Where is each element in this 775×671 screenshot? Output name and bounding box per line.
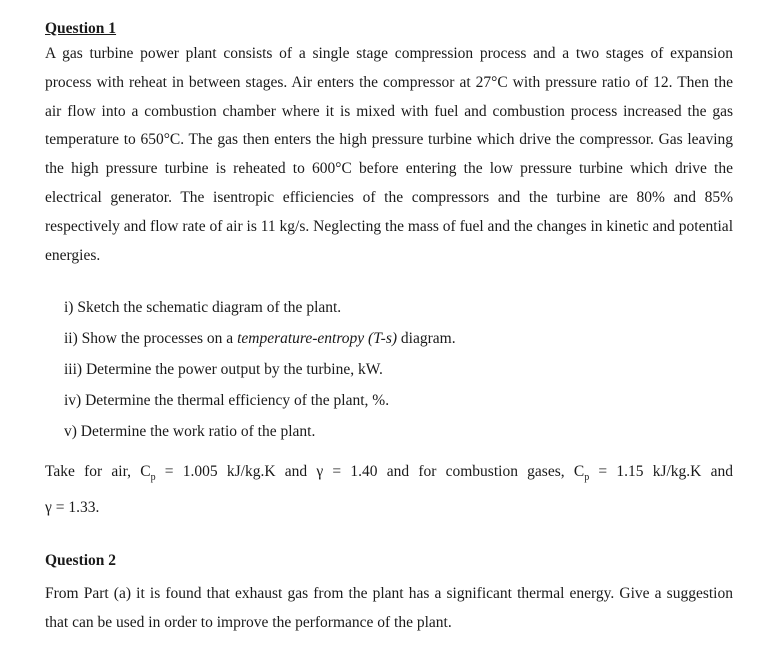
props-prefix: Take for air, C [45,463,151,481]
task-item: iv) Determine the thermal efficiency of the plant, %. [64,392,390,410]
props-gas-values: = 1.15 kJ/kg.K and [589,463,733,481]
cp-subscript: p [150,472,156,484]
properties-line-2: γ = 1.33. [45,499,100,517]
question-2-paragraph: From Part (a) it is found that exhaust gas from the plant has a significant thermal energy. Give a suggestion that can be used in order to improve the performance of the plant. [45,585,733,632]
task-text: ii) Show the processes on a [64,330,238,348]
question-1 [45,18,733,523]
question-2-heading: Question 2 [45,552,117,570]
task-item: iii) Determine the power output by the turbine, kW. [64,361,383,379]
question-1-heading: Question 1 [45,20,117,37]
question-2 [45,550,733,638]
props-air-values: = 1.005 kJ/kg.K and γ = 1.40 and for combustion gases, C [155,463,585,481]
question-1-paragraph: A gas turbine power plant consists of a single stage compression process and a two stages of expansion process with reheat in between stages. Air enters the compressor at 27°C with pressure ratio of 12. Then the air flow into a combustion chamber where it is mixed with fuel and combustion process increased the gas temperature to 650°C. The gas then enters the high pressure turbine which drive the compressor. Gas leaving the high pressure turbine is reheated to 600°C before entering the low pressure turbine which drive the electrical generator. The isentropic efficiencies of the compressors and the turbine are 80% and 85% respectively and flow rate of air is 11 kg/s. Neglecting the mass of fuel and the changes in kinetic and potential energies. [45,45,733,264]
document-page [45,18,733,638]
properties-line-1 [45,457,733,493]
task-italic-text: temperature-entropy (T-s) [237,330,398,348]
properties-statement [45,457,733,523]
task-item: i) Sketch the schematic diagram of the plant. [64,299,342,317]
task-item: v) Determine the work ratio of the plant. [64,423,316,441]
task-list [64,292,733,447]
cp-subscript: p [584,472,590,484]
task-text-end: diagram. [397,330,456,348]
task-item [64,323,733,354]
